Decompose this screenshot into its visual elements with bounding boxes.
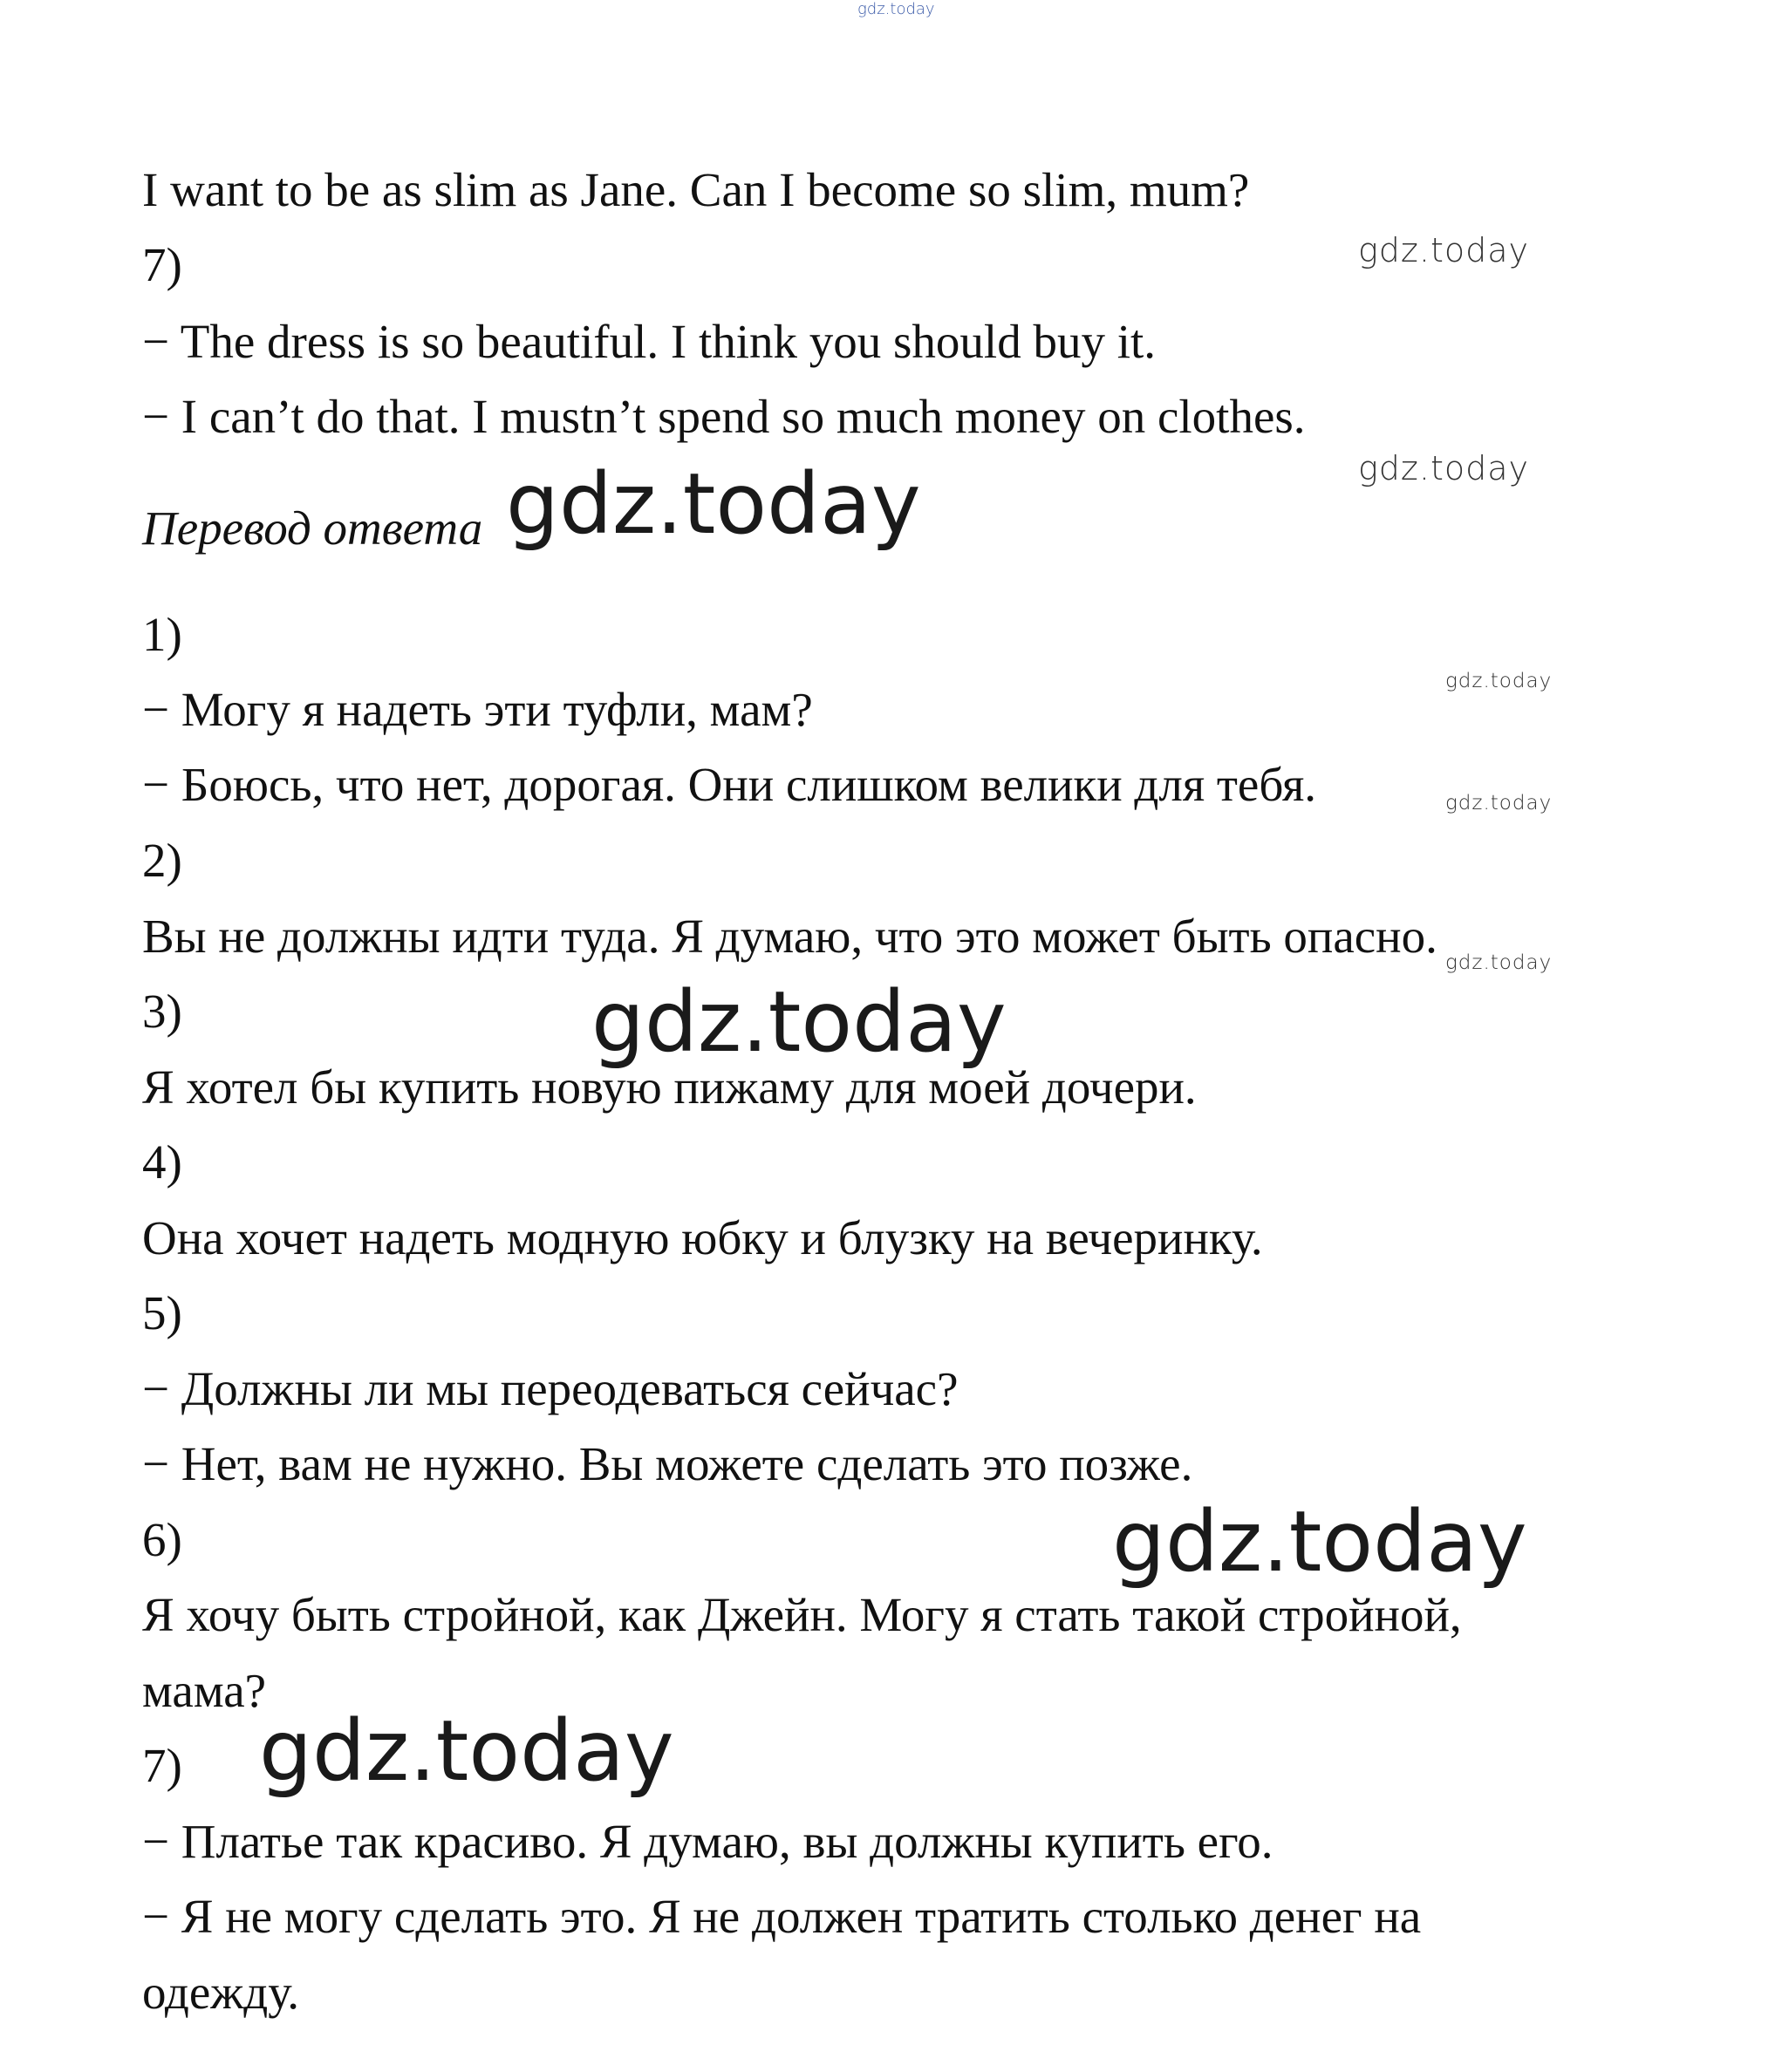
dialogue-line: − Платье так красиво. Я думаю, вы должны купить его. bbox=[142, 1815, 1273, 1868]
dialogue-line: − I can’t do that. I mustn’t spend so much money on clothes. bbox=[142, 390, 1306, 443]
watermark-small: gdz.today bbox=[1445, 792, 1553, 814]
item-number: 6) bbox=[142, 1513, 182, 1566]
watermark: gdz.today bbox=[1358, 449, 1529, 487]
text-line: Я хотел бы купить новую пижаму для моей дочери. bbox=[142, 1060, 1197, 1114]
text-line: Она хочет надеть модную юбку и блузку на вечеринку. bbox=[142, 1211, 1263, 1264]
item-number: 7) bbox=[142, 238, 182, 291]
dialogue-line: − Нет, вам не нужно. Вы можете сделать это позже. bbox=[142, 1437, 1193, 1490]
dialogue-line: − The dress is so beautiful. I think you should buy it. bbox=[142, 315, 1157, 368]
dialogue-line: − Могу я надеть эти туфли, мам? bbox=[142, 683, 813, 736]
watermark: gdz.today bbox=[1358, 231, 1529, 269]
watermark-large: gdz.today bbox=[506, 455, 921, 553]
dialogue-line: − Боюсь, что нет, дорогая. Они слишком велики для тебя. bbox=[142, 758, 1316, 811]
text-line: одежду. bbox=[142, 1966, 300, 2019]
dialogue-line: − Я не могу сделать это. Я не должен тратить столько денег на bbox=[142, 1890, 1422, 1943]
item-number: 5) bbox=[142, 1286, 182, 1339]
text-line: мама? bbox=[142, 1664, 267, 1717]
item-number: 4) bbox=[142, 1135, 182, 1189]
section-heading: Перевод ответа bbox=[142, 501, 483, 555]
text-line: Вы не должны идти туда. Я думаю, что это может быть опасно. bbox=[142, 910, 1437, 963]
watermark-small: gdz.today bbox=[1445, 951, 1553, 974]
item-number: 7) bbox=[142, 1739, 182, 1792]
watermark-large: gdz.today bbox=[259, 1702, 674, 1800]
dialogue-line: − Должны ли мы переодеваться сейчас? bbox=[142, 1362, 959, 1415]
watermark-large: gdz.today bbox=[1112, 1493, 1527, 1591]
item-number: 1) bbox=[142, 608, 182, 661]
item-number: 2) bbox=[142, 834, 182, 887]
watermark-small: gdz.today bbox=[1445, 670, 1553, 692]
watermark-large: gdz.today bbox=[591, 973, 1007, 1071]
watermark-top: gdz.today bbox=[857, 0, 935, 18]
item-number: 3) bbox=[142, 985, 182, 1038]
text-line: I want to be as slim as Jane. Can I become so slim, mum? bbox=[142, 163, 1250, 216]
text-line: Я хочу быть стройной, как Джейн. Могу я стать такой стройной, bbox=[142, 1588, 1462, 1641]
